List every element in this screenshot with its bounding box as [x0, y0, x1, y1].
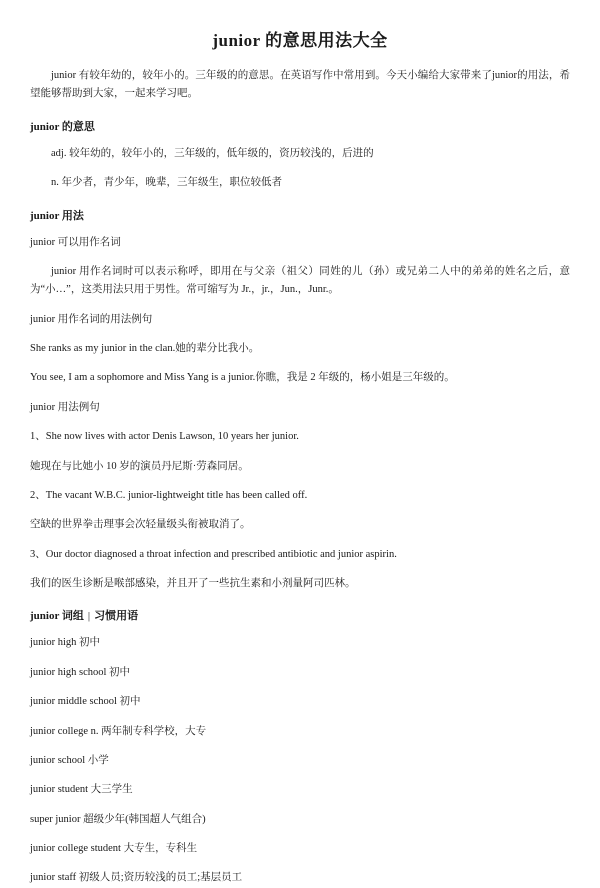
list-item: super junior 超级少年(韩国超人气组合) — [30, 813, 206, 825]
usage-line-2: junior 用作名词时可以表示称呼，即用在与父亲（祖父）同姓的儿（孙）或兄弟二人中的弟弟的姓名之后，意为“小…”，这类用法只用于男性。常可缩写为 Jr.，jr.，Jun.，Junr.。 — [30, 265, 570, 296]
section-meaning — [30, 118, 570, 193]
list-item: junior staff 初级人员;资历较浅的员工;基层员工 — [30, 872, 243, 884]
section-heading-phrases-suffix: 习惯用语 — [94, 610, 139, 623]
usage-example-2: You see, I am a sophomore and Miss Yang is a junior.你瞧，我是 2 年级的，杨小姐是三年级的。 — [30, 372, 455, 384]
section-heading-usage: junior 用法 — [30, 209, 84, 222]
list-item: junior student 大三学生 — [30, 784, 133, 796]
usage-sentence-2-en: 2、The vacant W.B.C. junior-lightweight title has been called off. — [30, 489, 308, 501]
list-item: junior high 初中 — [30, 637, 100, 649]
intro-paragraph: junior 有较年幼的，较年小的。三年级的的意思。在英语写作中常用到。今天小编给大家带来了junior的用法，希望能够帮助到大家，一起来学习吧。 — [30, 70, 570, 100]
usage-sentence-1-cn: 她现在与比她小 10 岁的演员丹尼斯·劳森同居。 — [30, 460, 249, 472]
list-item: junior middle school 初中 — [30, 696, 141, 708]
usage-sentence-3-en: 3、Our doctor diagnosed a throat infection and prescribed antibiotic and junior aspirin. — [30, 548, 397, 560]
meaning-line-adj: adj. 较年幼的，较年小的，三年级的，低年级的，资历较浅的，后进的 — [51, 147, 374, 159]
meaning-line-noun: n. 年少者，青少年，晚辈，三年级生，职位较低者 — [51, 177, 282, 189]
usage-examples-heading: junior 用法例句 — [30, 401, 100, 413]
usage-line-3: junior 用作名词的用法例句 — [30, 313, 153, 325]
list-item: junior school 小学 — [30, 754, 109, 766]
list-item: junior college student 大专生，专科生 — [30, 843, 198, 854]
usage-sentence-3-cn: 我们的医生诊断是喉部感染，并且开了一些抗生素和小剂量阿司匹林。 — [30, 578, 356, 589]
usage-sentence-1-en: 1、She now lives with actor Denis Lawson, 10 years her junior. — [30, 431, 299, 443]
usage-sentence-2-cn: 空缺的世界拳击理事会次轻量级头衔被取消了。 — [30, 519, 251, 531]
section-phrases — [30, 607, 570, 887]
list-item: junior college n. 两年制专科学校，大专 — [30, 725, 207, 737]
section-heading-meaning: junior 的意思 — [30, 120, 95, 133]
section-heading-separator: | — [87, 610, 91, 623]
section-heading-phrases — [30, 607, 570, 623]
page-title: junior 的意思用法大全 — [212, 31, 388, 50]
usage-line-1: junior 可以用作名词 — [30, 236, 121, 248]
section-usage — [30, 207, 570, 594]
section-heading-phrases-main: junior 词组 — [30, 610, 84, 623]
usage-example-1: She ranks as my junior in the clan.她的辈分比我小。 — [30, 343, 260, 354]
list-item: junior high school 初中 — [30, 666, 131, 678]
